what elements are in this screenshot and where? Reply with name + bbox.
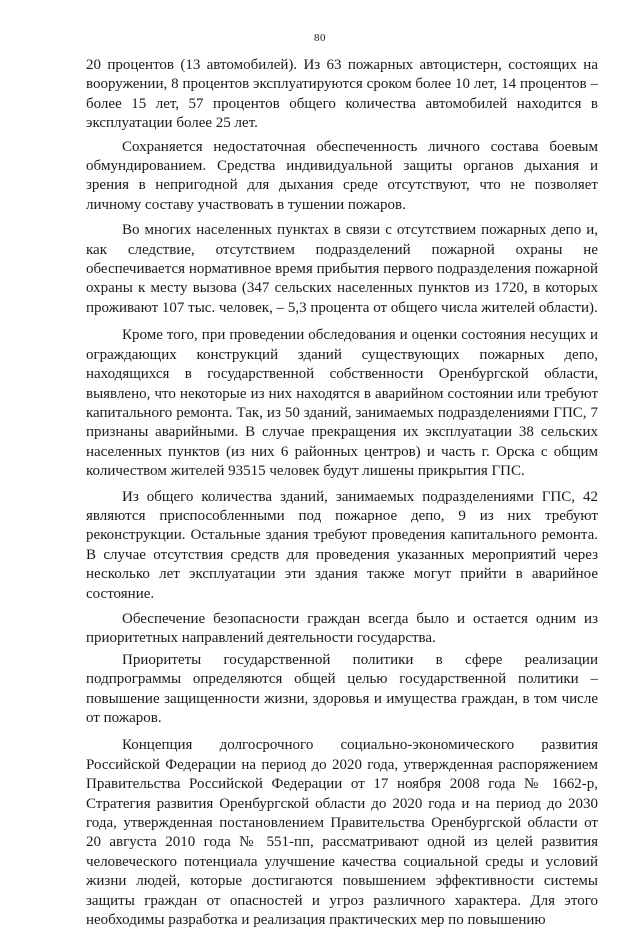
paragraph-1: 20 процентов (13 автомобилей). Из 63 пожарных автоцистерн, состоящих на вооружении, 8 процентов эксплуатируются сроком более 10 лет, 14 процентов – более 15 лет, 57 процентов общего количества автомобилей находится в эксплуатации более 25 лет. xyxy=(86,57,598,132)
document-body xyxy=(86,56,598,936)
paragraph-6: Обеспечение безопасности граждан всегда было и остается одним из приоритетных направлений деятельности государства. xyxy=(86,610,598,647)
paragraph-7: Приоритеты государственной политики в сфере реализации подпрограммы определяются общей целью государственной политики – повышение защищенности жизни, здоровья и имущества граждан, в том числе от пожаров. xyxy=(86,651,598,726)
paragraph-5: Из общего количества зданий, занимаемых подразделениями ГПС, 42 являются приспособленными под пожарное депо, 9 из них требуют реконструкции. Остальные здания требуют проведения капитального ремонта. В случае отсутствия средств для проведения указанных мероприятий через несколько лет эксплуатации эти здания также могут прийти в аварийное состояние. xyxy=(86,488,598,602)
paragraph-4: Кроме того, при проведении обследования и оценки состояния несущих и ограждающих конструкций зданий существующих пожарных депо, находящихся в государственной собственности Оренбургской области, выявлено, что некоторые из них находятся в аварийном состоянии или требуют капитального ремонта. Так, из 50 зданий, занимаемых подразделениями ГПС, 7 признаны аварийными. В случае прекращения их эксплуатации 38 сельских населенных пунктов (из них 6 районных центров) и часть г. Орска с общим количеством жителей 93515 человек будут лишены прикрытия ГПС. xyxy=(86,327,598,480)
paragraph-3: Во многих населенных пунктах в связи с отсутствием пожарных депо и, как следствие, отсутствием подразделений пожарной охраны не обеспечивается нормативное время прибытия первого подразделения пожарной охраны к месту вызова (347 сельских населенных пунктов из 1720, в которых проживают 107 тыс. человек, – 5,3 процента от общего числа жителей области). xyxy=(86,222,598,316)
paragraph-8: Концепция долгосрочного социально-экономического развития Российской Федерации на период до 2020 года, утвержденная распоряжением Правительства Российской Федерации от 17 ноября 2008 года № 1662-р, Стратегия развития Оренбургской области до 2020 года и на период до 2030 года, утвержденная постановлением Правительства Оренбургской области от 20 августа 2010 года № 551-пп, рассматривают одной из целей развития человеческого потенциала улучшение качества социальной среды и условий жизни людей, которые достигаются повышением эффективности системы защиты граждан от опасностей и угроз различного характера. Для этого необходимы разработка и реализация практических мер по повышению xyxy=(86,737,598,929)
page-number: 80 xyxy=(314,32,326,44)
paragraph-2: Сохраняется недостаточная обеспеченность личного состава боевым обмундированием. Средства индивидуальной защиты органов дыхания и зрения в непригодной для дыхания среде отсутствуют, что не позволяет личному составу участвовать в тушении пожаров. xyxy=(86,138,598,213)
